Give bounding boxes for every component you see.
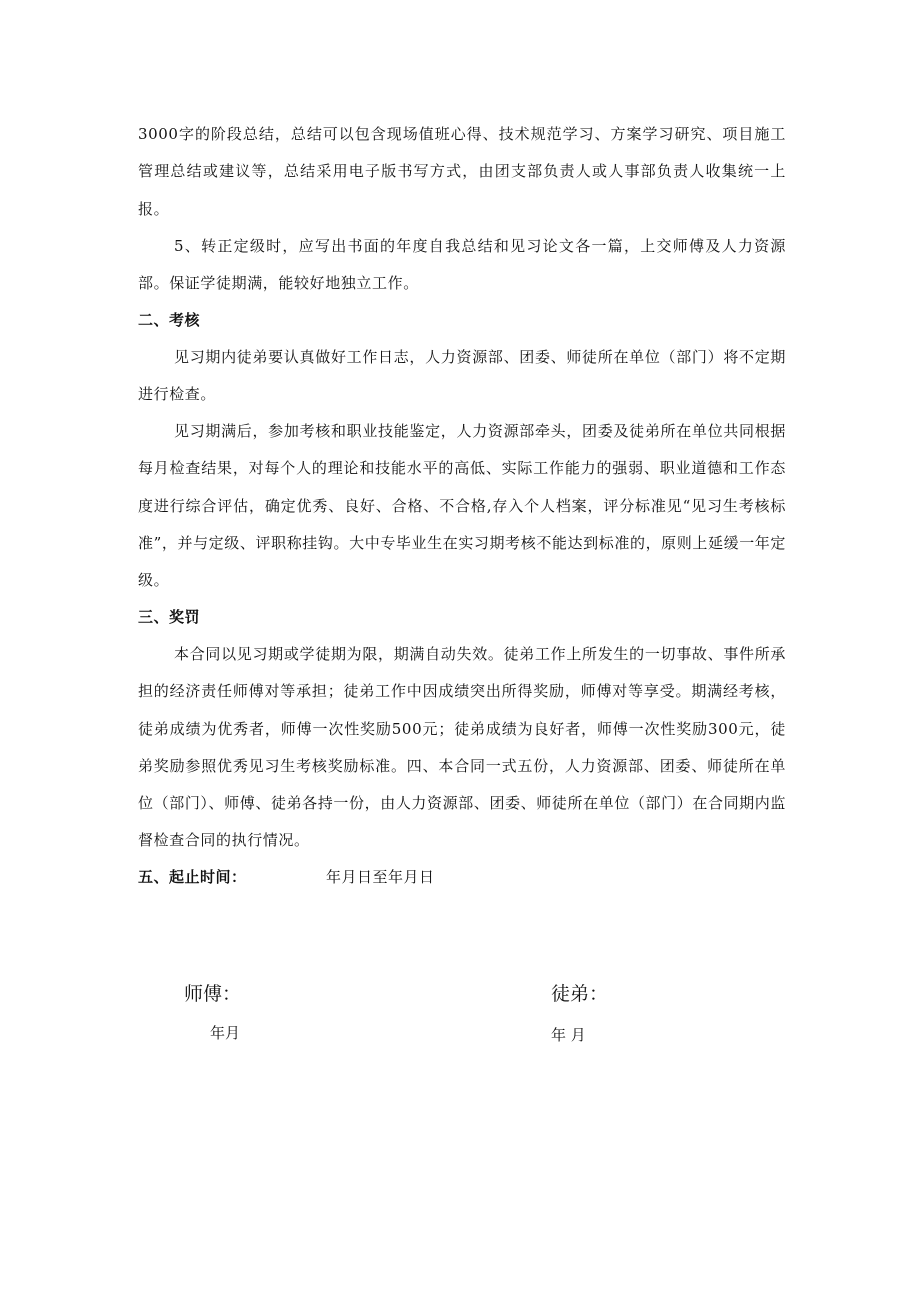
paragraph-work-log-check: 见习期内徒弟要认真做好工作日志，人力资源部、团委、师徒所在单位（部门）将不定期进行检查。 (138, 348, 786, 404)
section-title-period: 五、起止时间： (138, 868, 247, 886)
apprentice-signature-date: 年 月 (551, 1026, 586, 1044)
paragraph-promotion-requirements: 5、转正定级时，应写出书面的年度自我总结和见习论文各一篇，上交师傅及人力资源部。保证学徒期满，能较好地独立工作。 (138, 237, 786, 293)
paragraph-summary-requirements: 3000字的阶段总结，总结可以包含现场值班心得、技术规范学习、方案学习研究、项目施工管理总结或建议等，总结采用电子版书写方式，由团支部负责人或人事部负责人收集统一上报。 (138, 125, 786, 218)
section-title-assessment: 二、考核 (138, 311, 201, 329)
master-signature-label: 师傅： (184, 983, 242, 1005)
section-title-rewards-penalties: 三、奖罚 (138, 608, 201, 626)
contract-date-range: 年月日至年月日 (326, 868, 435, 886)
apprentice-signature-label: 徒弟： (551, 983, 609, 1005)
master-signature-date: 年月 (210, 1024, 241, 1042)
paragraph-assessment-details: 见习期满后，参加考核和职业技能鉴定，人力资源部牵头，团委及徒弟所在单位共同根据每月检查结果，对每个人的理论和技能水平的高低、实际工作能力的强弱、职业道德和工作态度进行综合评估，确定优秀、良好、合格、不合格,存入个人档案，评分标准见“见习生考核标准”，并与定级、评职称挂钩。大中专毕业生在实习期考核不能达到标准的，原则上延缓一年定级。 (138, 422, 786, 590)
paragraph-rewards-penalties: 本合同以见习期或学徒期为限，期满自动失效。徒弟工作上所发生的一切事故、事件所承担的经济责任师傅对等承担；徒弟工作中因成绩突出所得奖励，师傅对等享受。期满经考核，徒弟成绩为优秀者，师傅一次性奖励500元；徒弟成绩为良好者，师傅一次性奖励300元，徒弟奖励参照优秀见习生考核奖励标准。四、本合同一式五份，人力资源部、团委、师徒所在单位（部门）、师傅、徒弟各持一份，由人力资源部、团委、师徒所在单位（部门）在合同期内监督检查合同的执行情况。 (138, 645, 786, 850)
